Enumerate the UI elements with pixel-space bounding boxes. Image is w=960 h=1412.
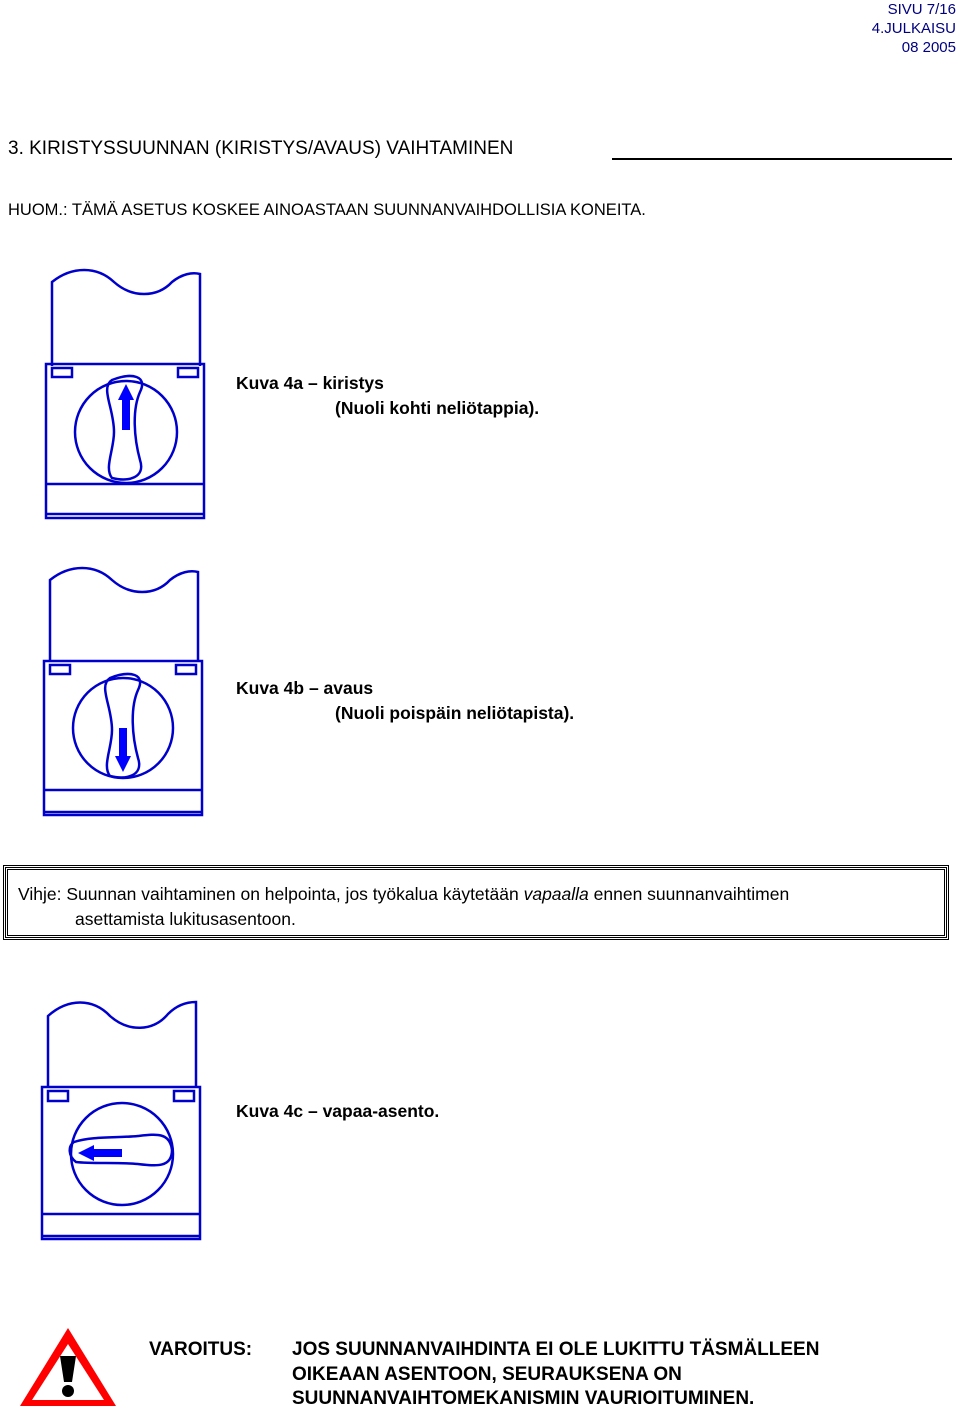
warning-text [292, 1338, 819, 1412]
warning-label: VAROITUS: [149, 1339, 253, 1360]
figure-4c-caption [236, 1099, 439, 1124]
tip-suffix: ennen suunnanvaihtimen [588, 884, 790, 904]
figure-4a-caption [236, 371, 539, 421]
arrow-down-icon [115, 728, 131, 772]
figure-4a-title: Kuva 4a – kiristys [236, 373, 384, 393]
figure-4a-subtitle: (Nuoli kohti neliötappia). [335, 398, 540, 418]
tip-text [18, 882, 789, 932]
section-title: 3. KIRISTYSSUUNNAN (KIRISTYS/AVAUS) VAIHTAMINEN [8, 138, 514, 159]
figure-4a-drawing [42, 268, 210, 524]
page-number: SIVU 7/16 [887, 1, 956, 18]
figure-4c-drawing [38, 992, 206, 1248]
note-text: HUOM.: TÄMÄ ASETUS KOSKEE AINOASTAAN SUUNNANVAIHDOLLISIA KONEITA. [8, 201, 646, 219]
warning-triangle-icon [14, 1322, 122, 1410]
edition-date: 08 2005 [901, 39, 956, 56]
warning-line-1: JOS SUUNNANVAIHDINTA EI OLE LUKITTU TÄSMÄLLEEN [292, 1339, 820, 1360]
figure-4b-title: Kuva 4b – avaus [236, 678, 374, 698]
figure-4b-caption [236, 676, 574, 726]
tip-line-2: asettamista lukitusasentoon. [75, 909, 296, 929]
figure-4c-title: Kuva 4c – vapaa-asento. [236, 1101, 440, 1121]
tip-emphasis: vapaalla [523, 884, 589, 904]
edition: 4.JULKAISU [871, 20, 956, 37]
figure-4b-subtitle: (Nuoli poispäin neliötapista). [335, 703, 575, 723]
warning-line-2: OIKEAAN ASENTOON, SEURAUKSENA ON [292, 1363, 682, 1385]
figure-4b-drawing [40, 566, 208, 822]
tip-box [3, 865, 949, 940]
page-header [872, 0, 956, 57]
arrow-up-icon [118, 384, 134, 430]
warning-line-3: SUUNNANVAIHTOMEKANISMIN VAURIOITUMINEN. [292, 1388, 755, 1409]
tip-prefix: Vihje: Suunnan vaihtaminen on helpointa, jos työkalua käytetään [18, 884, 524, 904]
title-underline [612, 158, 952, 160]
arrow-left-icon [78, 1145, 122, 1161]
